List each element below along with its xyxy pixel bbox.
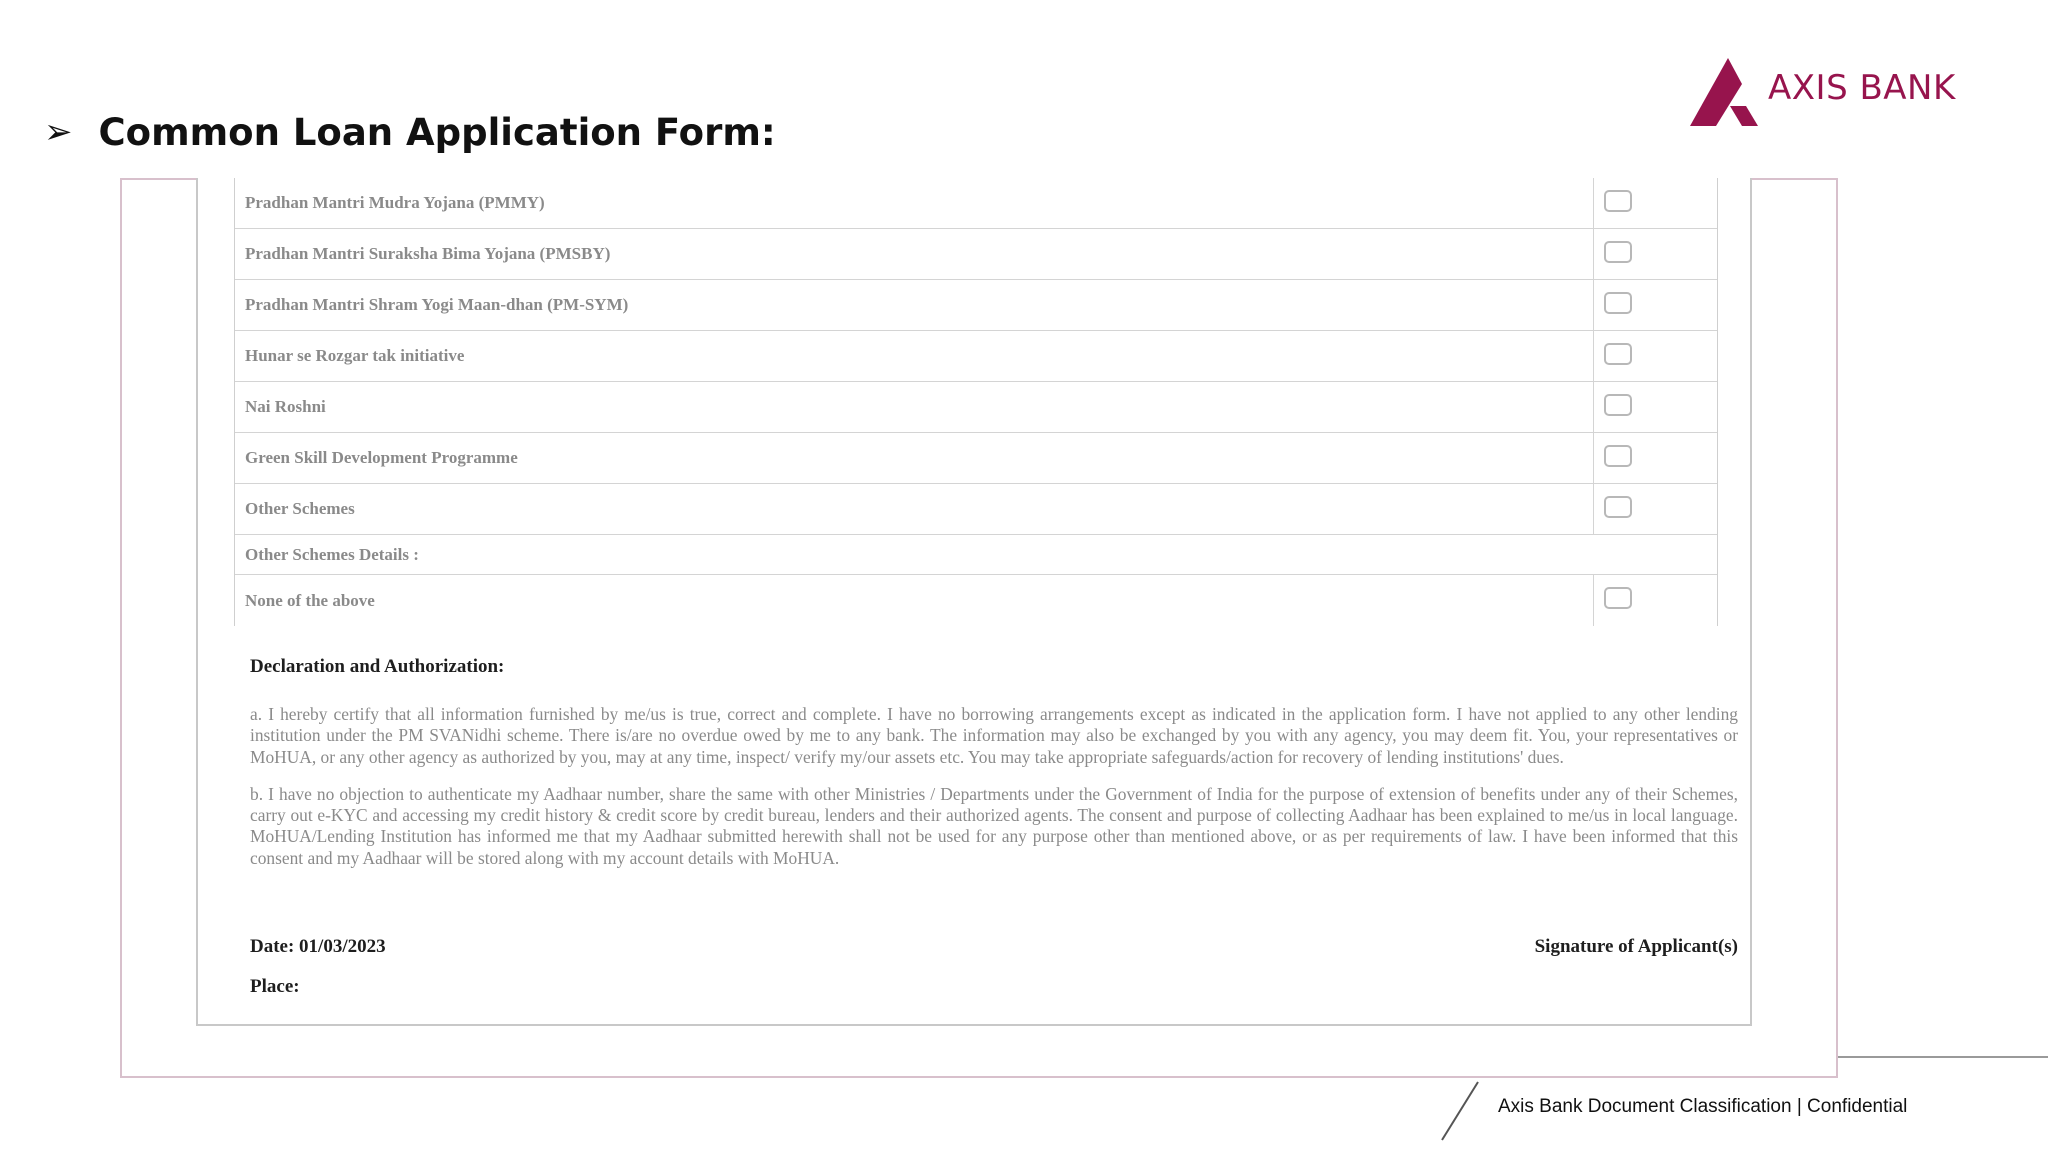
scheme-row-green-skill xyxy=(235,433,1717,484)
date-label: Date: 01/03/2023 xyxy=(250,936,386,957)
scheme-checkbox[interactable] xyxy=(1604,343,1632,365)
place-label: Place: xyxy=(250,976,300,997)
scheme-checkbox[interactable] xyxy=(1604,587,1632,609)
scheme-label: Other Schemes xyxy=(245,499,355,518)
scheme-row-nai-roshni xyxy=(235,382,1717,433)
scheme-label: Nai Roshni xyxy=(245,397,326,416)
scheme-checkbox[interactable] xyxy=(1604,394,1632,416)
scheme-label: None of the above xyxy=(245,590,375,610)
scheme-row-pmmy xyxy=(235,178,1717,229)
footer-divider xyxy=(1838,1056,2048,1058)
scheme-label: Other Schemes Details : xyxy=(245,544,419,564)
scheme-row-hunar xyxy=(235,331,1717,382)
declaration-heading: Declaration and Authorization: xyxy=(250,656,505,677)
scheme-row-other-details xyxy=(235,535,1717,575)
document-classification: Axis Bank Document Classification | Confidential xyxy=(1498,1096,1908,1117)
scheme-label: Pradhan Mantri Suraksha Bima Yojana (PMSBY) xyxy=(245,244,611,263)
scheme-checkbox[interactable] xyxy=(1604,190,1632,212)
scheme-row-other xyxy=(235,484,1717,535)
axis-bank-logo xyxy=(1690,56,1980,128)
slide-heading xyxy=(44,104,776,160)
signature-label: Signature of Applicant(s) xyxy=(1534,936,1738,957)
declaration-paragraph-a: a. I hereby certify that all information furnished by me/us is true, correct and complete. I have no borrowing arrangements except as indicated in the application form. I have not applied to any other lending institution under the PM SVANidhi scheme. There is/are no overdue owed by me to any bank. The information may also be exchanged by you with any agency, you may deem fit. You, your representatives or MoHUA, or any other agency as authorized by you, may at any time, inspect/ verify my/our assets etc. You may take appropriate safeguards/action for recovery of lending institutions' dues. xyxy=(250,704,1738,767)
axis-bank-logo-text: AXIS BANK xyxy=(1768,68,1956,108)
scheme-checkbox[interactable] xyxy=(1604,292,1632,314)
scheme-row-pmsym xyxy=(235,280,1717,331)
slide-title: Common Loan Application Form: xyxy=(98,110,776,154)
scheme-label: Pradhan Mantri Shram Yogi Maan-dhan (PM-SYM) xyxy=(245,295,629,314)
footer-slash-decoration xyxy=(1440,1080,1480,1142)
loan-application-form xyxy=(196,178,1752,1026)
scheme-label: Green Skill Development Programme xyxy=(245,448,518,467)
scheme-label: Pradhan Mantri Mudra Yojana (PMMY) xyxy=(245,193,545,212)
axis-bank-logo-icon xyxy=(1690,56,1770,128)
declaration-section xyxy=(250,656,1738,885)
scheme-checkbox[interactable] xyxy=(1604,445,1632,467)
scheme-row-none xyxy=(235,575,1717,626)
scheme-table xyxy=(234,178,1718,626)
declaration-paragraph-b: b. I have no objection to authenticate my Aadhaar number, share the same with other Ministries / Departments under the Government of India for the purpose of extension of benefits under any of their Schemes, carry out e-KYC and accessing my credit history & credit score by credit bureau, lenders and their authorized agents. The consent and purpose of collecting Aadhaar has been explained to me/us in local language. MoHUA/Lending Institution has informed me that my Aadhaar submitted herewith shall not be used for any purpose other than mentioned above, or as per requirements of law. I have been informed that this consent and my Aadhaar will be stored along with my account details with MoHUA. xyxy=(250,783,1738,868)
scheme-checkbox[interactable] xyxy=(1604,496,1632,518)
scheme-row-pmsby xyxy=(235,229,1717,280)
arrow-bullet-icon: ➢ xyxy=(44,112,73,152)
signature-row xyxy=(250,936,1738,962)
scheme-checkbox[interactable] xyxy=(1604,241,1632,263)
scheme-label: Hunar se Rozgar tak initiative xyxy=(245,346,465,365)
